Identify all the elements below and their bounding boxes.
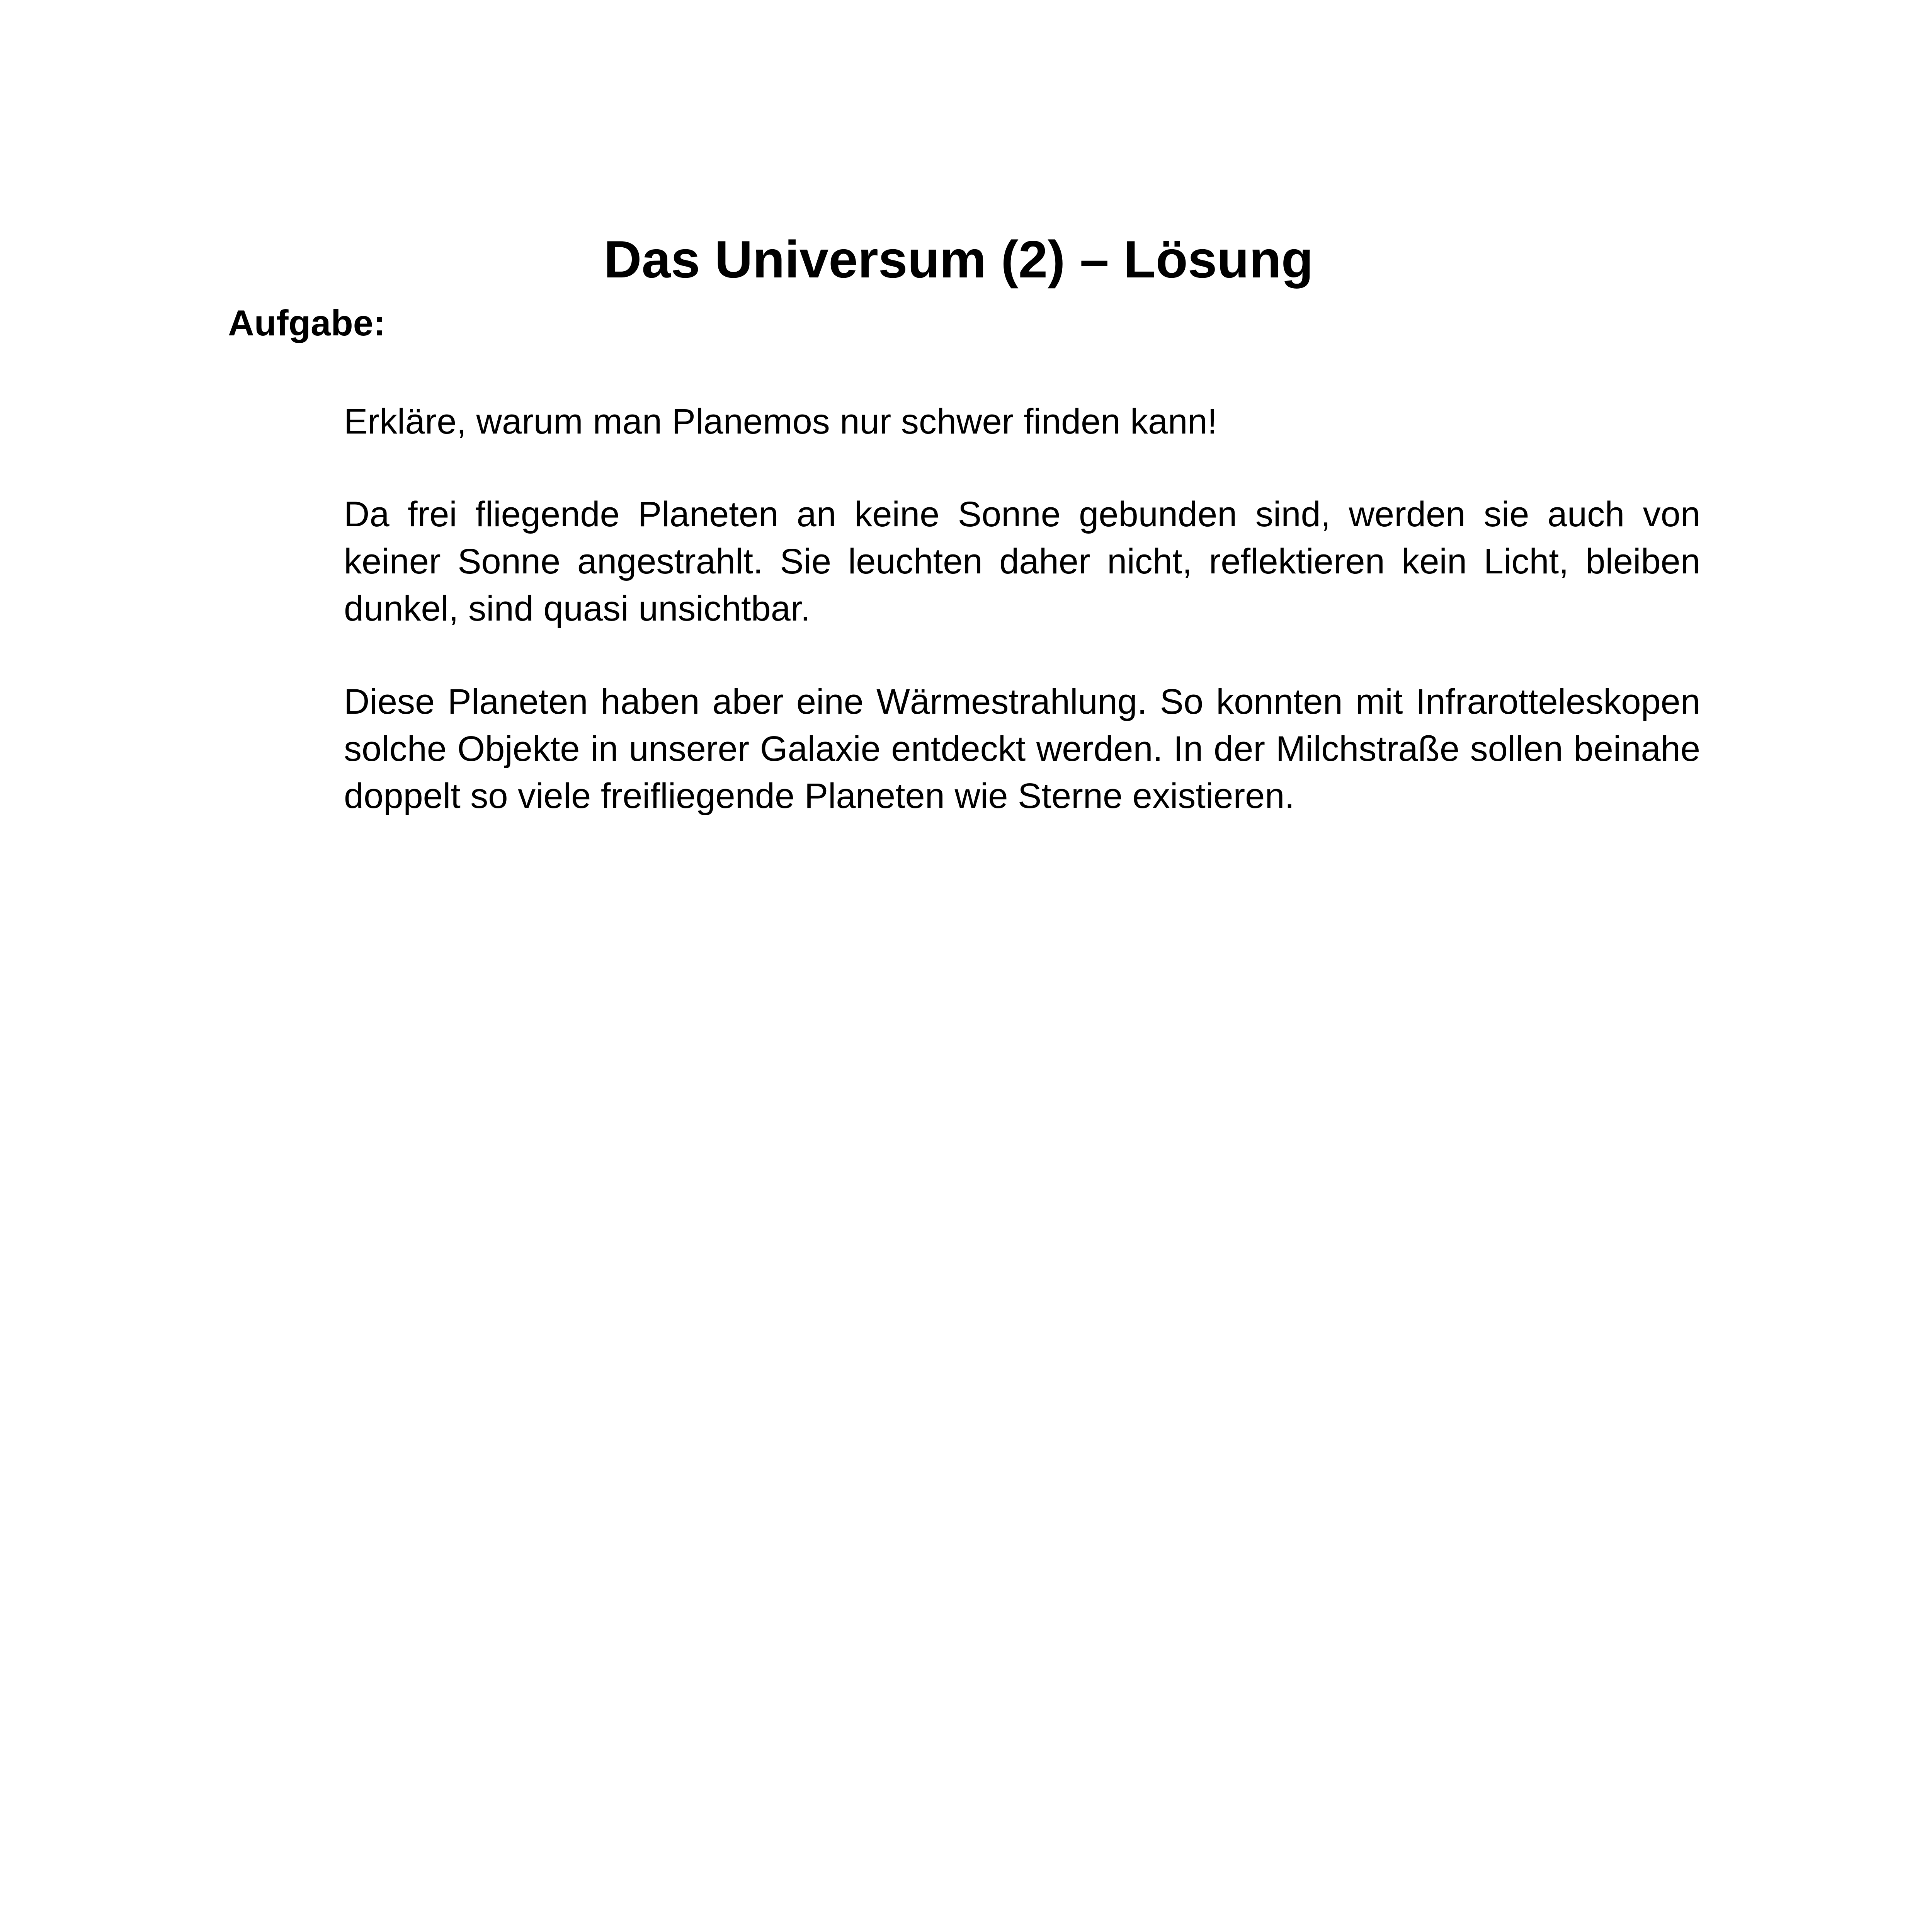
question-text: Erkläre, warum man Planemos nur schwer finden kann! bbox=[344, 402, 1218, 441]
page-title: Das Universum (2) – Lösung bbox=[604, 230, 1313, 289]
answer-paragraph-1: Da frei fliegende Planeten an keine Sonne gebunden sind, werden sie auch von keiner Sonne angestrahlt. Sie leuchten daher nicht, reflektieren kein Licht, bleiben dunkel, sind quasi unsichtbar. bbox=[344, 495, 1700, 628]
section-label: Aufgabe: bbox=[228, 303, 386, 343]
answer-paragraph-2: Diese Planeten haben aber eine Wärmestrahlung. So konnten mit Infrarotteleskopen solche Objekte in unserer Galaxie entdeckt werden. In der Milchstraße sollen beinahe doppelt so viele freifliegende Planeten wie Sterne existieren. bbox=[344, 682, 1700, 816]
